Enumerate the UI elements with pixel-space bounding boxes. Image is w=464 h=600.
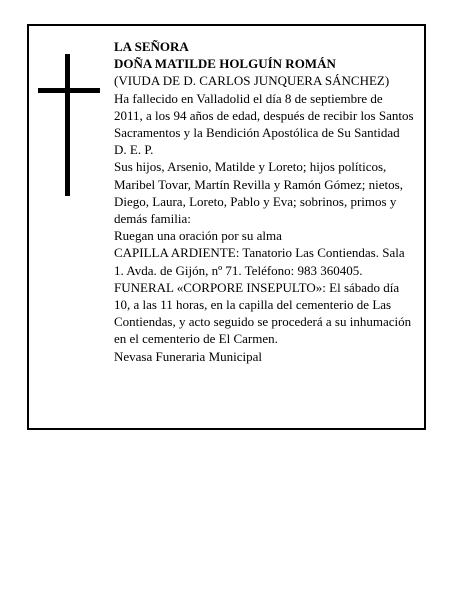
funeral-home: Nevasa Funeraria Municipal [114, 348, 263, 364]
notice-text [114, 38, 414, 365]
cross-icon [38, 54, 100, 196]
widow-of: (VIUDA DE D. CARLOS JUNQUERA SÁNCHEZ) [114, 73, 390, 89]
notice-title: LA SEÑORA [114, 39, 189, 54]
family-list: Sus hijos, Arsenio, Matilde y Loreto; hijos políticos, Maribel Tovar, Martín Revilla y Ramón Gómez; nietos, Diego, Laura, Loreto, Pablo y Eva; sobrinos, primos y demás familia: [114, 159, 403, 227]
cross-horizontal-bar [38, 88, 100, 93]
deceased-name: DOÑA MATILDE HOLGUÍN ROMÁN [114, 56, 336, 72]
cross-vertical-bar [65, 54, 70, 196]
prayer-request: Ruegan una oración por su alma [114, 228, 282, 244]
death-announcement: Ha fallecido en Valladolid el día 8 de septiembre de 2011, a los 94 años de edad, después de recibir los Santos Sacramentos y la Bendición Apostólica de Su Santidad [114, 90, 414, 141]
rest-in-peace: D. E. P. [114, 142, 154, 158]
chapel-info: CAPILLA ARDIENTE: Tanatorio Las Contiendas. Sala 1. Avda. de Gijón, nº 71. Teléfono: 983 360405. [114, 245, 405, 278]
funeral-info: FUNERAL «CORPORE INSEPULTO»: El sábado día 10, a las 11 horas, en la capilla del cementerio de Las Contiendas, y acto seguido se procederá a su inhumación en el cementerio de El Carmen. [114, 279, 412, 347]
